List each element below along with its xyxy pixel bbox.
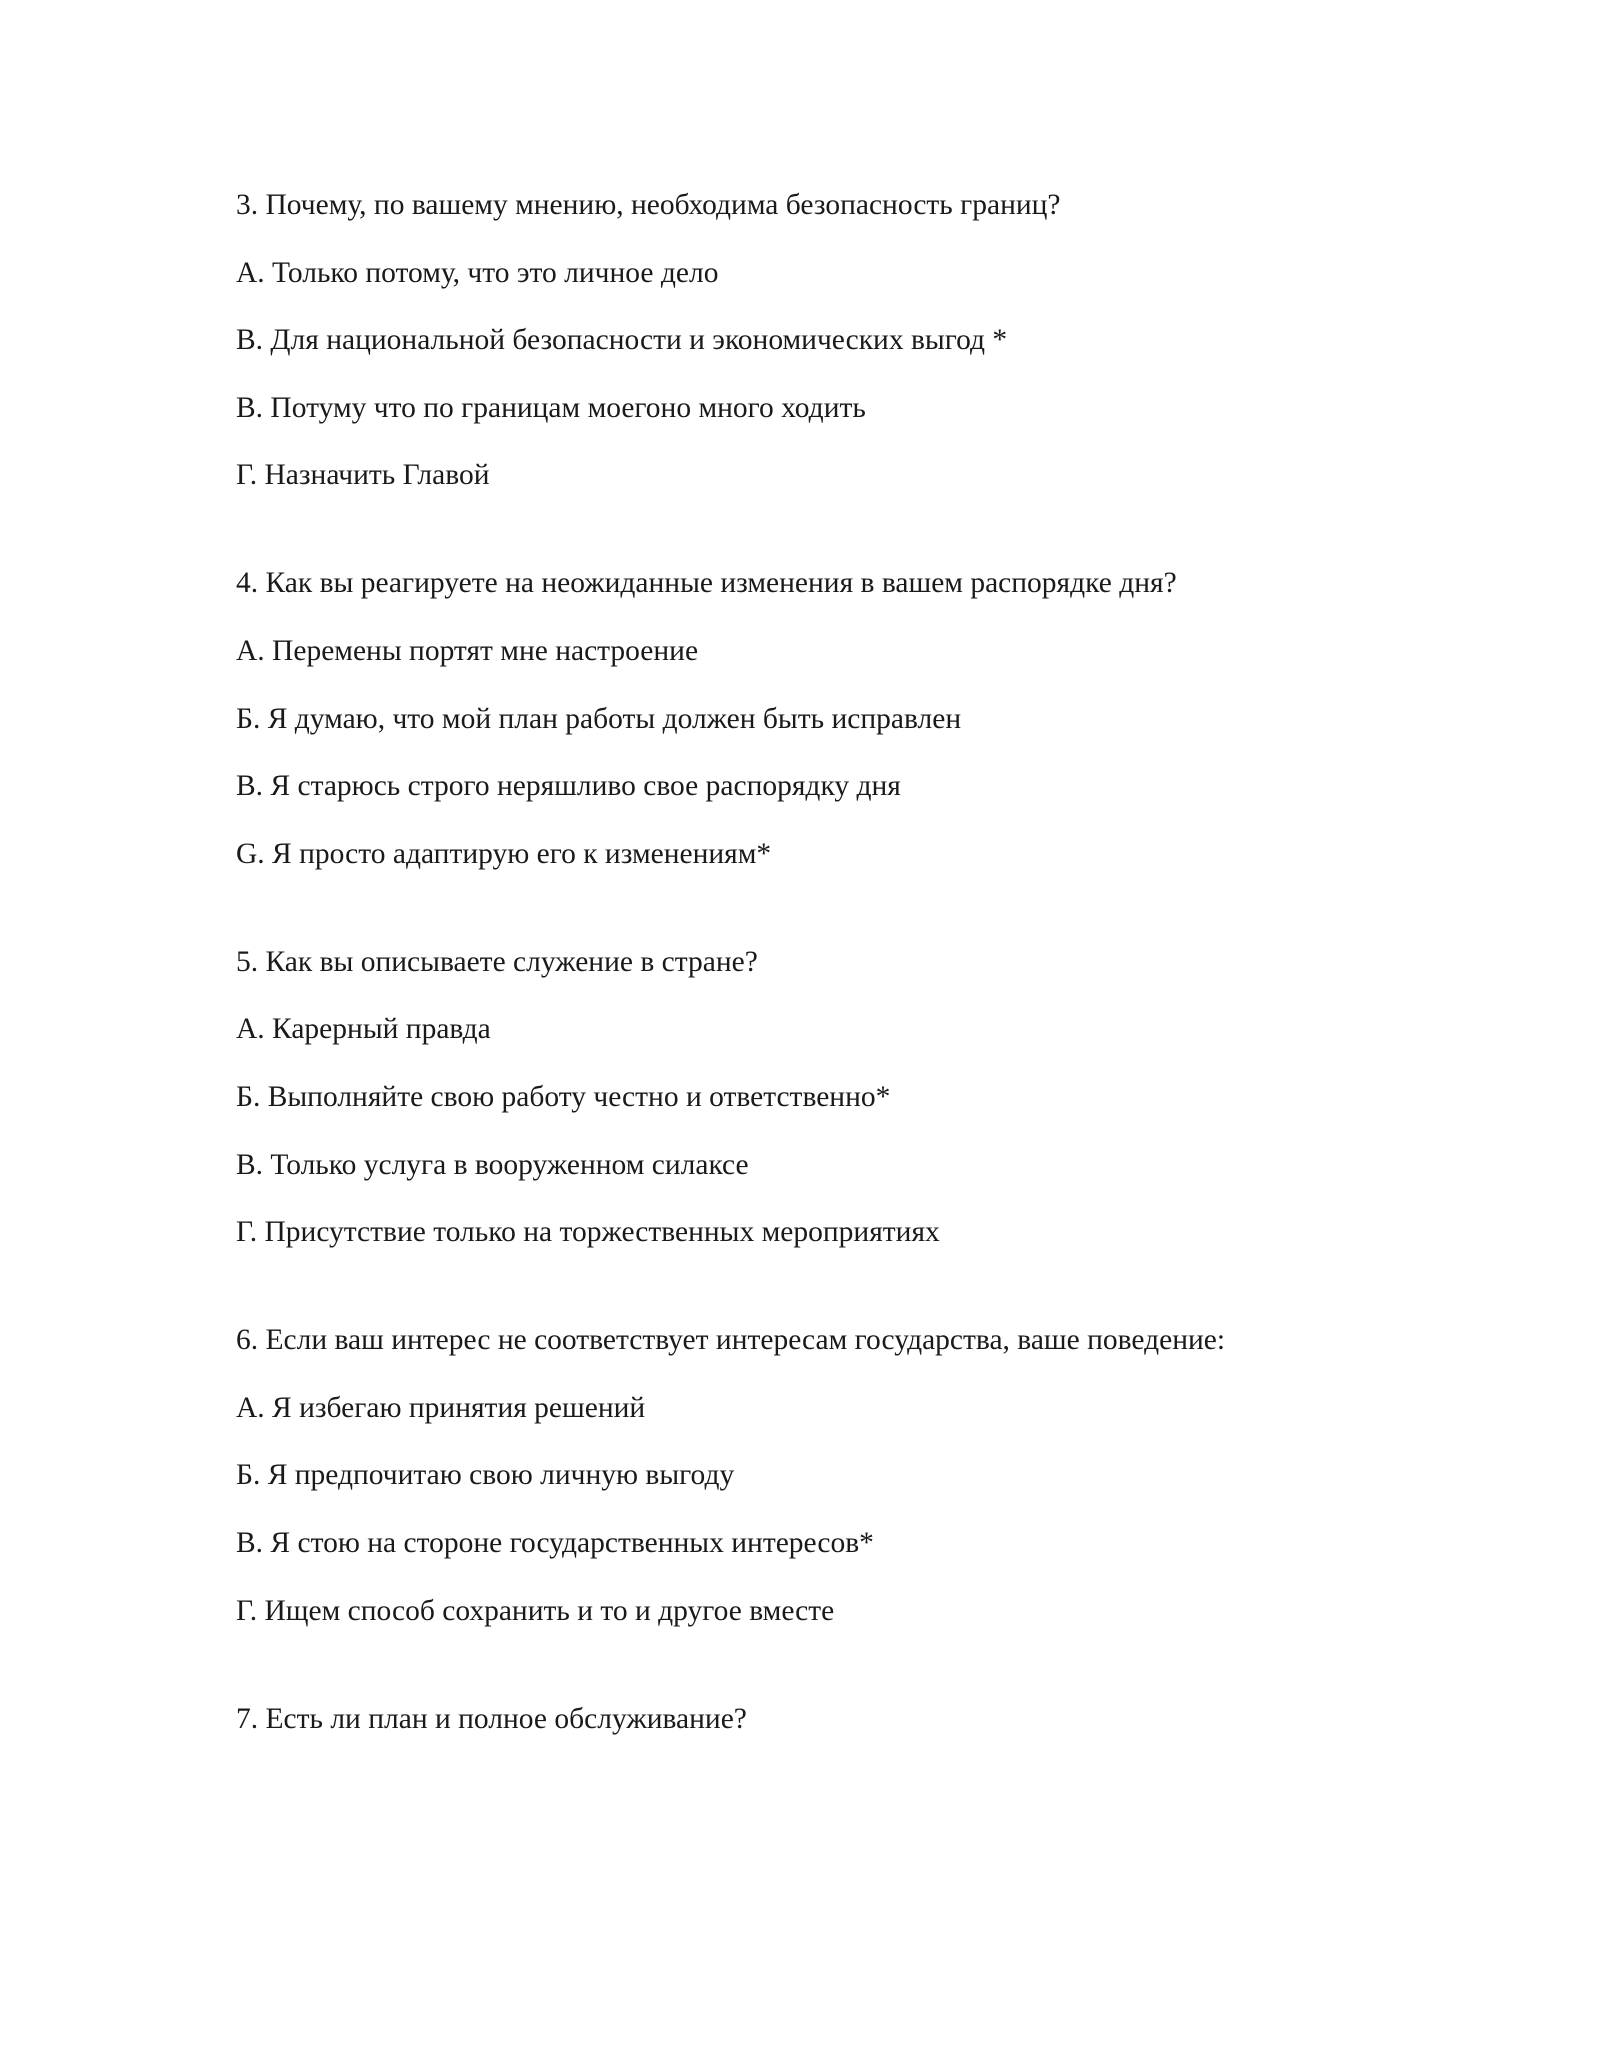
question-text: 4. Как вы реагируете на неожиданные изменения в вашем распорядке дня? <box>236 567 1177 600</box>
question-block-7 <box>236 1699 1436 1739</box>
question-block-4 <box>236 563 1436 873</box>
answer-option: В. Только услуга в вооруженном силаксе <box>236 1148 749 1181</box>
answer-option: Г. Назначить Главой <box>236 459 490 492</box>
answer-option: А. Карерный правда <box>236 1013 491 1046</box>
answer-option: G. Я просто адаптирую его к изменениям* <box>236 837 772 870</box>
answer-option: Г. Присутствие только на торжественных мероприятиях <box>236 1216 940 1249</box>
document-body <box>236 185 1436 1739</box>
question-text: 7. Есть ли план и полное обслуживание? <box>236 1702 747 1735</box>
answer-option: В. Потуму что по границам моегоно много ходить <box>236 391 866 424</box>
answer-option: А. Я избегаю принятия решений <box>236 1391 646 1424</box>
answer-option: Г. Ищем способ сохранить и то и другое вместе <box>236 1594 835 1627</box>
answer-option: Б. Выполняйте свою работу честно и ответственно* <box>236 1080 891 1113</box>
question-block-3 <box>236 185 1436 495</box>
question-text: 3. Почему, по вашему мнению, необходима безопасность границ? <box>236 189 1061 221</box>
answer-option: В. Я стою на стороне государственных интересов* <box>236 1526 874 1559</box>
answer-option: А. Только потому, что это личное дело <box>236 256 719 289</box>
question-block-6 <box>236 1320 1436 1630</box>
question-block-5 <box>236 942 1436 1252</box>
answer-option: В. Для национальной безопасности и экономических выгод * <box>236 324 1008 357</box>
answer-option: В. Я старюсь строго неряшливо свое распорядку дня <box>236 770 901 803</box>
question-text: 5. Как вы описываете служение в стране? <box>236 945 758 978</box>
answer-option: Б. Я думаю, что мой план работы должен быть исправлен <box>236 702 962 735</box>
question-text: 6. Если ваш интерес не соответствует интересам государства, ваше поведение: <box>236 1324 1226 1357</box>
answer-option: А. Перемены портят мне настроение <box>236 634 699 667</box>
answer-option: Б. Я предпочитаю свою личную выгоду <box>236 1459 735 1492</box>
